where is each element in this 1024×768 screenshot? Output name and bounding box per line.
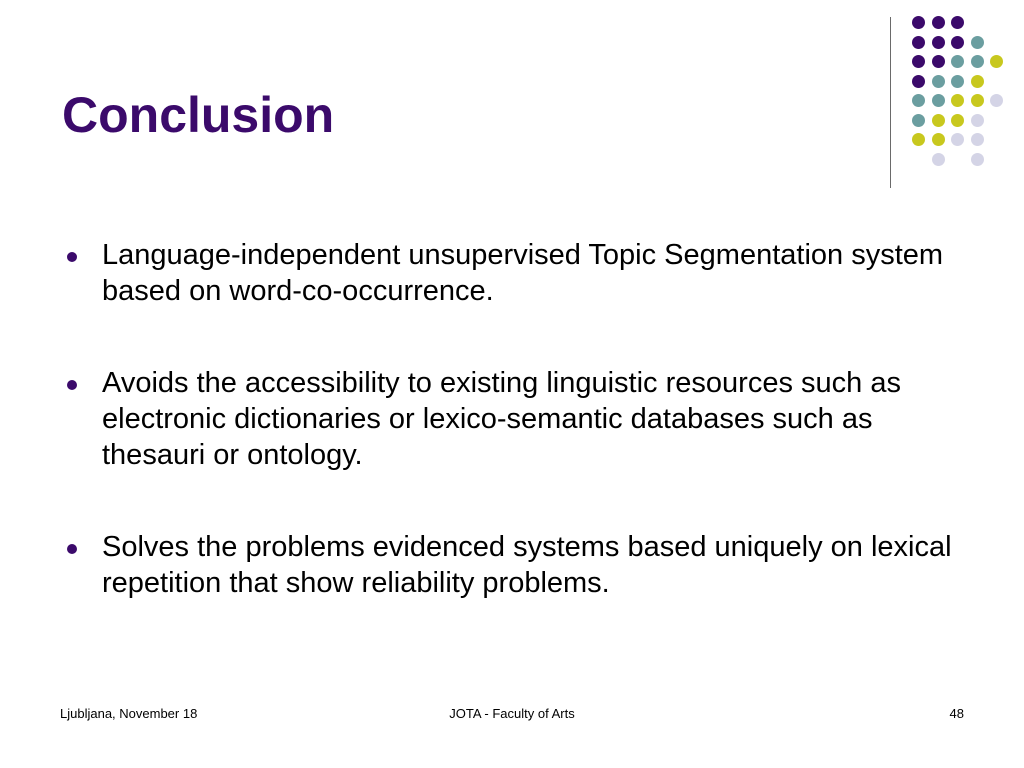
footer-organization: JOTA - Faculty of Arts (449, 706, 575, 721)
decorative-dot (932, 75, 945, 88)
decorative-dot (932, 36, 945, 49)
decorative-dot (932, 94, 945, 107)
decorative-dot (912, 36, 925, 49)
decorative-dot (971, 153, 984, 166)
decorative-dot (932, 133, 945, 146)
bullet-item: Solves the problems evidenced systems based uniquely on lexical repetition that show reliability problems. (62, 529, 962, 601)
decorative-dot (951, 75, 964, 88)
footer-location-date: Ljubljana, November 18 (60, 706, 198, 721)
decorative-dot (990, 94, 1003, 107)
slide-title: Conclusion (62, 87, 335, 143)
decorative-dot (971, 55, 984, 68)
decorative-dot (971, 133, 984, 146)
decorative-dot (951, 16, 964, 29)
decorative-dot (912, 114, 925, 127)
decorative-dot (951, 133, 964, 146)
decorative-dot (932, 55, 945, 68)
decorative-dot (912, 16, 925, 29)
bullet-list (62, 237, 962, 657)
decorative-dot (971, 36, 984, 49)
decorative-dot (912, 133, 925, 146)
decorative-dot (951, 36, 964, 49)
decorative-dot (971, 114, 984, 127)
decorative-dot (932, 153, 945, 166)
decorative-dot (971, 94, 984, 107)
bullet-item: Avoids the accessibility to existing linguistic resources such as electronic dictionaries or lexico-semantic databases such as thesauri or ontology. (62, 365, 962, 473)
decorative-dot (951, 114, 964, 127)
decorative-dot (912, 55, 925, 68)
decorative-dot (912, 75, 925, 88)
decorative-dot (932, 16, 945, 29)
decorative-dot (971, 75, 984, 88)
bullet-item: Language-independent unsupervised Topic Segmentation system based on word-co-occurrence. (62, 237, 962, 309)
header-divider-line (890, 17, 891, 188)
footer-page-number: 48 (949, 706, 964, 721)
decorative-dot (951, 55, 964, 68)
decorative-dot (932, 114, 945, 127)
decorative-dot (951, 94, 964, 107)
decorative-dot (990, 55, 1003, 68)
decorative-dot (912, 94, 925, 107)
